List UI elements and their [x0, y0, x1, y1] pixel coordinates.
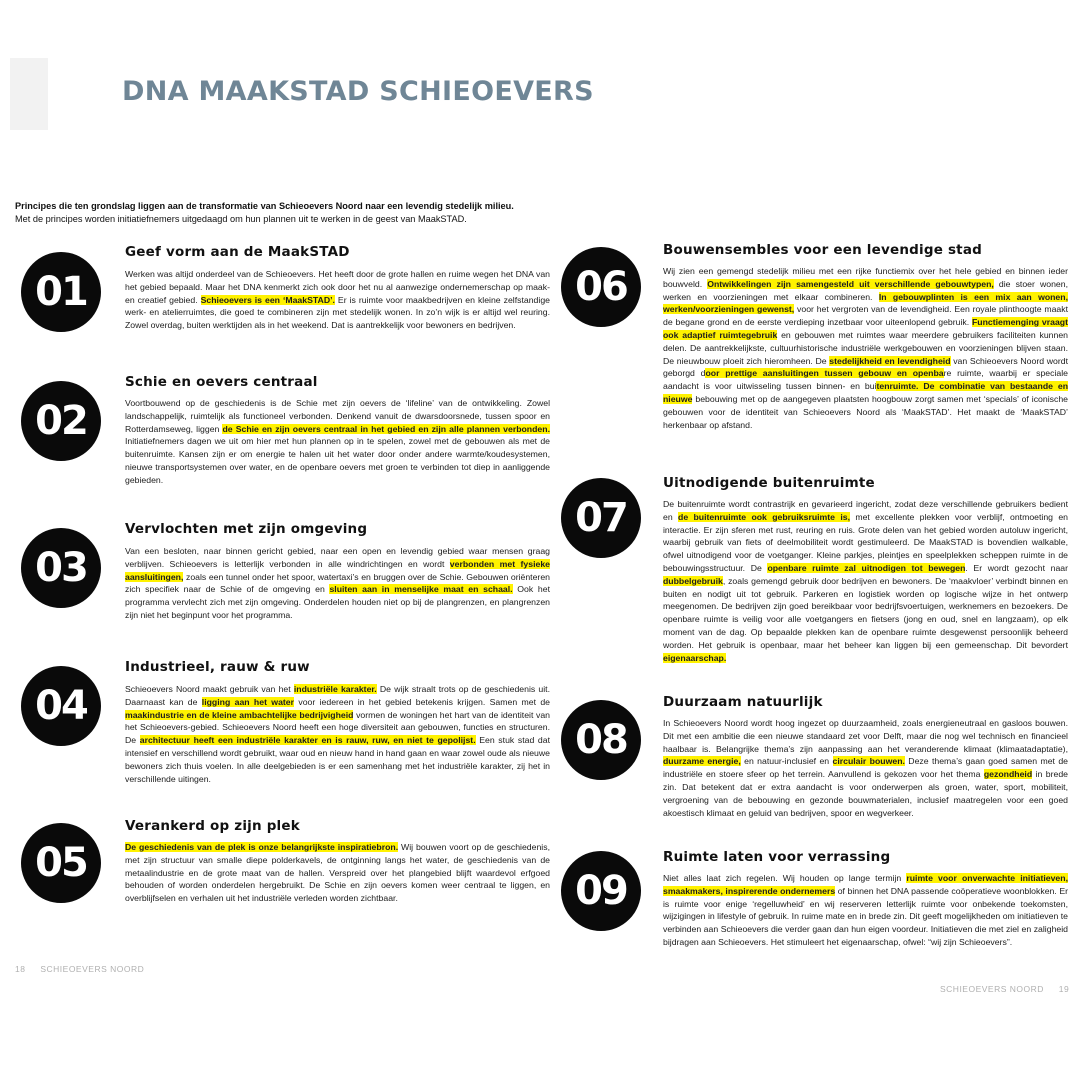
- body-text: bebouwing met op de aangegeven plaatsten hoogbouw zorgt samen met ‘specials’ of iconische gebouwen voor de identiteit van Schieoevers Noord als ‘MaakSTAD’. Het maakt de ‘MaakSTAD’ herkenbaar op afstand.: [663, 393, 1068, 430]
- highlighted-text: ligging aan het water: [201, 696, 295, 707]
- section-heading: Vervlochten met zijn omgeving: [125, 521, 368, 537]
- body-text: . Er wordt gezocht naar: [965, 562, 1069, 573]
- section-body: [663, 872, 1068, 949]
- footer-label-left: SCHIEOEVERS NOORD: [40, 964, 145, 974]
- highlighted-text: maakindustrie en de kleine ambachtelijke bedrijvigheid: [125, 709, 354, 720]
- body-text: Deze thema’s gaan goed samen met de industriële en stoere sfeer op het terrein. Aanvullend is gekozen voor het thema: [663, 756, 1068, 780]
- highlighted-text: de Schie en zijn oevers centraal in het gebied en zijn alle plannen verbonden.: [222, 423, 550, 434]
- body-text: De wijk straalt trots op de geschiedenis uit. Daarnaast kan de: [125, 684, 551, 707]
- section-body: [125, 268, 550, 332]
- highlighted-text: openbare ruimte zal uitnodigen tot bewegen: [767, 562, 966, 573]
- intro: [15, 200, 575, 226]
- footer-right: [940, 984, 1069, 994]
- body-text: Voortbouwend op de geschiedenis is de Schie met zijn oevers de ‘lifeline’ van de ontwikkeling. Zowel landschappelijk, ruimtelijk als functioneel verbonden. Denkend vanuit de dwarsdoorsnede, tussen spoor en Rotterdamseweg, liggen: [125, 398, 550, 434]
- body-text: Schieoevers Noord maakt gebruik van het: [125, 684, 294, 694]
- highlighted-text: ruimte voor onverwachte initiatieven, smaakmakers, inspirerende ondernemers: [663, 873, 1068, 896]
- section-number: 08: [561, 700, 641, 780]
- body-text: die stoer wonen, werken en voorzieningen met elkaar combineren.: [663, 278, 1068, 302]
- section-number: 05: [21, 823, 101, 903]
- section-heading: Ruimte laten voor verrassing: [663, 849, 891, 865]
- section-heading: Industrieel, rauw & ruw: [125, 659, 310, 675]
- body-text: Werken was altijd onderdeel van de Schieoevers. Het heeft door de grote hallen en ruime wegen het DNA van het gebied bepaald. Maar het DNA kenmerkt zich ook door het nu al aanwezige ondernemerschap op maak- en creatief gebied.: [125, 269, 550, 305]
- section-number: 04: [21, 666, 101, 746]
- body-text: Initiatiefnemers dagen we uit om hier met hun plannen op in te spelen, zowel met de gebouwen als met de buitenruimte. Kansen zijn er om energie te halen uit het water door onder andere warmte/koudesystemen, nieuwe transportsystemen over water, en de openbare oevers met groen te verbinden tot diep in aanliggende gebieden.: [125, 436, 550, 485]
- highlighted-text: gezondheid: [983, 769, 1033, 780]
- body-text: vormen de woningen het hart van de identiteit van het Schieoevers-gebied. Schieoevers Noord heeft een hoge diversiteit aan gebouwen, functies en structuren. De: [125, 709, 550, 746]
- body-text: re ruimte, waarbij er speciale aandacht is voor uitwisseling tussen binnen- en bui: [663, 368, 1068, 392]
- highlighted-text: Ontwikkelingen zijn samengesteld uit verschillende gebouwtypen,: [707, 278, 994, 289]
- title-tab: [10, 58, 48, 130]
- body-text: voor het vergroten van de levendigheid. Een royale plinthoogte maakt de begane grond en de eerste verdieping inzetbaar voor uiteenlopend gebruik.: [663, 304, 1068, 328]
- body-text: van Schieoevers Noord wordt geborgd d: [663, 355, 1068, 379]
- footer-label-right: SCHIEOEVERS NOORD: [940, 984, 1044, 994]
- highlighted-text: Functiemenging vraagt ook adaptief ruimtegebruik: [663, 317, 1068, 340]
- highlighted-text: architectuur heeft een industriële karakter en is rauw, ruw, en niet te gepolijst.: [139, 735, 476, 746]
- section-heading: Uitnodigende buitenruimte: [663, 475, 875, 491]
- body-text: in brede zin. Dat betekent dat er extra aandacht is voor onderwerpen als groen, water, sport, mobiliteit, vergroening van de bebouwing en gezonde bouwmaterialen, inclusief maatregelen voor een goed akoestisch klimaat en geluid van bedrijven, spoor en wegverkeer.: [663, 769, 1068, 818]
- body-text: Een stuk stad dat intensief en verschillend wordt gebruikt, waar oud en nieuw hand in hand gaan en waar zowel oude als nieuwe bewoners zich thuis voelen. In alle deelgebieden is er een samenhang met het industriële karakter, zij het in verschillende uitingen.: [125, 735, 550, 784]
- intro-sub: Met de principes worden initiatiefnemers uitgedaagd om hun plannen uit te werken in de geest van MaakSTAD.: [15, 214, 467, 224]
- highlighted-text: eigenaarschap.: [663, 652, 727, 663]
- section-body: [125, 397, 550, 487]
- highlighted-text: circulair bouwen.: [832, 756, 905, 767]
- body-text: Wij bouwen voort op de geschiedenis, met zijn structuur van smalle diepe polderkavels, de ontginning langs het water, de geschiedenis van de metaalindustrie en de grote maat van de hallen. Verspreid over het plangebied blijft waardevol erfgoed behouden of worden onderdelen hergebruikt. De Schie en zijn oevers komen weer centraal te liggen, en overblijfselen en verhalen uit het industriële verleden worden zichtbaar.: [125, 842, 550, 904]
- section-body: [125, 683, 550, 785]
- highlighted-text: oor prettige aansluitingen tussen gebouw en openba: [705, 368, 944, 379]
- body-text: of binnen het DNA passende coöperatieve woonblokken. Er is ruimte voor enige ‘regelluwheid’ en wij reserveren letterlijk ruimte voor onbekende toekomsten, wijzigingen in lifestyle of gebruik. In ruime mate en in brede zin. Dit geeft mogelijkheden om initiatieven te verbinden aan Schieoevers die verder gaan dan hun eigen voordeur. Initiatieven die met ziel en zaligheid bijdragen aan Schieoevers. Het stimuleert het eigenaarschap, ofwel: “wij zijn Schieoevers”.: [663, 885, 1069, 947]
- body-text: en natuur-inclusief en: [740, 756, 833, 767]
- body-text: , zoals gemengd gebruik door bedrijven en bewoners. De ‘maakvloer’ verbindt binnen en buiten en nodigt uit tot gebruik. Parkeren en logistiek worden op logische wijze in het ontwerp meegenomen. De bedrijven zijn goed bereikbaar voor bedrijfsvoertuigen, werknemers en bezoekers. De openbare ruimte is veilig voor alle voetgangers en fietsers (jong en oud, snel en langzaam), op elk moment van de dag. Op bepaalde plekken kan de openbare ruimte desgewenst persoonlijk beheerd worden. Het gebruik is openbaar, maar het beheer kan liggen bij een gemeenschap. Dit bevordert: [663, 575, 1068, 650]
- page-number-right: 19: [1058, 984, 1070, 994]
- section-body: [663, 265, 1068, 431]
- section-heading: Verankerd op zijn plek: [125, 818, 300, 834]
- highlighted-text: dubbelgebruik: [663, 575, 723, 586]
- section-body: [125, 545, 550, 622]
- section-body: [663, 717, 1068, 819]
- section-number: 09: [561, 851, 641, 931]
- highlighted-text: duurzame energie,: [663, 756, 741, 767]
- highlighted-text: tenruimte. De combinatie van bestaande en nieuwe: [663, 381, 1068, 404]
- highlighted-text: stedelijkheid en levendigheid: [829, 355, 951, 366]
- section-body: [663, 498, 1068, 664]
- body-text: Wij zien een gemengd stedelijk milieu met een rijke functiemix over het hele gebied en binnen ieder bouwveld.: [663, 266, 1068, 289]
- section-heading: Geef vorm aan de MaakSTAD: [125, 244, 350, 260]
- body-text: De buitenruimte wordt contrastrijk en gevarieerd ingericht, zodat deze verschillende gebruikers bedient en: [663, 499, 1068, 522]
- body-text: Van een besloten, naar binnen gericht gebied, naar een open en levendig gebied waar mensen graag verblijven. Schieoevers is letterlijk verbonden in alle windrichtingen en wordt: [125, 546, 550, 569]
- highlighted-text: verbonden met fysieke aansluitingen,: [125, 558, 550, 582]
- page-number-left: 18: [15, 964, 26, 974]
- section-number: 06: [561, 247, 641, 327]
- footer-left: [15, 964, 144, 974]
- section-heading: Bouwensembles voor een levendige stad: [663, 242, 983, 258]
- highlighted-text: industriële karakter.: [293, 684, 377, 694]
- intro-lead: Principes die ten grondslag liggen aan de transformatie van Schieoevers Noord naar een levendig stedelijk milieu.: [15, 201, 514, 211]
- body-text: zoals een tunnel onder het spoor, watertaxi’s en bruggen over de Schie. Gebouwen oriënteren zich specifiek naar de Schie of de omgeving en: [125, 571, 550, 595]
- section-number: 03: [21, 528, 101, 608]
- body-text: voor iedereen in het gebied betekenis krijgen. Samen met de: [294, 696, 550, 707]
- section-number: 07: [561, 478, 641, 558]
- highlighted-text: Schieoevers is een ‘MaakSTAD’.: [200, 294, 335, 305]
- section-body: [125, 841, 550, 905]
- body-text: Niet alles laat zich regelen. Wij houden op lange termijn: [663, 873, 907, 883]
- page-title: DNA MAAKSTAD SCHIEOEVERS: [122, 76, 594, 107]
- highlighted-text: de buitenruimte ook gebruiksruimte is,: [678, 511, 850, 522]
- highlighted-text: sluiten aan in menselijke maat en schaal.: [329, 584, 513, 595]
- section-heading: Schie en oevers centraal: [125, 374, 318, 390]
- highlighted-text: In gebouwplinten is een mix aan wonen, werken/voorzieningen gewenst,: [663, 291, 1068, 315]
- section-number: 01: [21, 252, 101, 332]
- highlighted-text: De geschiedenis van de plek is onze belangrijkste inspiratiebron.: [125, 842, 399, 852]
- body-text: In Schieoevers Noord wordt hoog ingezet op duurzaamheid, zoals energieneutraal en gasloos bouwen. Dit met een ambitie die een nieuwe standaard zet voor Delft, maar die nog wel technisch en financieel haalbaar is. Belangrijke thema’s zijn aanpassing aan het veranderende klimaat (klimaatadaptatie),: [663, 718, 1068, 754]
- body-text: Er is ruimte voor maakbedrijven en kleine zelfstandige werk- en atelierruimtes, die goed te combineren zijn met stedelijk wonen. In zo’n wijk is er altijd wel reuring. Zowel overdag, buiten werktijden als in het weekend. Dat is aantrekkelijk voor bewoners en bedrijven.: [125, 294, 550, 331]
- section-number: 02: [21, 381, 101, 461]
- body-text: en gebouwen met ruimtes waar meerdere gebruikers faciliteiten kunnen delen. De aantrekkelijkste, cultuurhistorische industriële werkgebouwen en voorzieningen blijven staan. De nieuwbouw ploeit zich hieromheen. De: [663, 329, 1068, 366]
- body-text: Ook het programma vervlecht zich met zijn omgeving. Onderdelen houden niet op bij de plangrenzen, en plangrenzen zijn niet het beginpunt voor het programma.: [125, 584, 550, 620]
- body-text: met excellente plekken voor verblijf, ontmoeting en interactie. Er zijn sferen met rust, reuring en ruis. Grote delen van het gebied worden autoluw ingericht, waarbij gebruik van fiets of deelmobiliteit wordt gestimuleerd. De MaakSTAD is bovendien walkable, ofwel uitnodigend voor de voetganger. Kleine parkjes, pleintjes en speelplekken scheppen ruimte in de bebouwingsstructuur. De: [663, 511, 1069, 573]
- section-heading: Duurzaam natuurlijk: [663, 694, 823, 710]
